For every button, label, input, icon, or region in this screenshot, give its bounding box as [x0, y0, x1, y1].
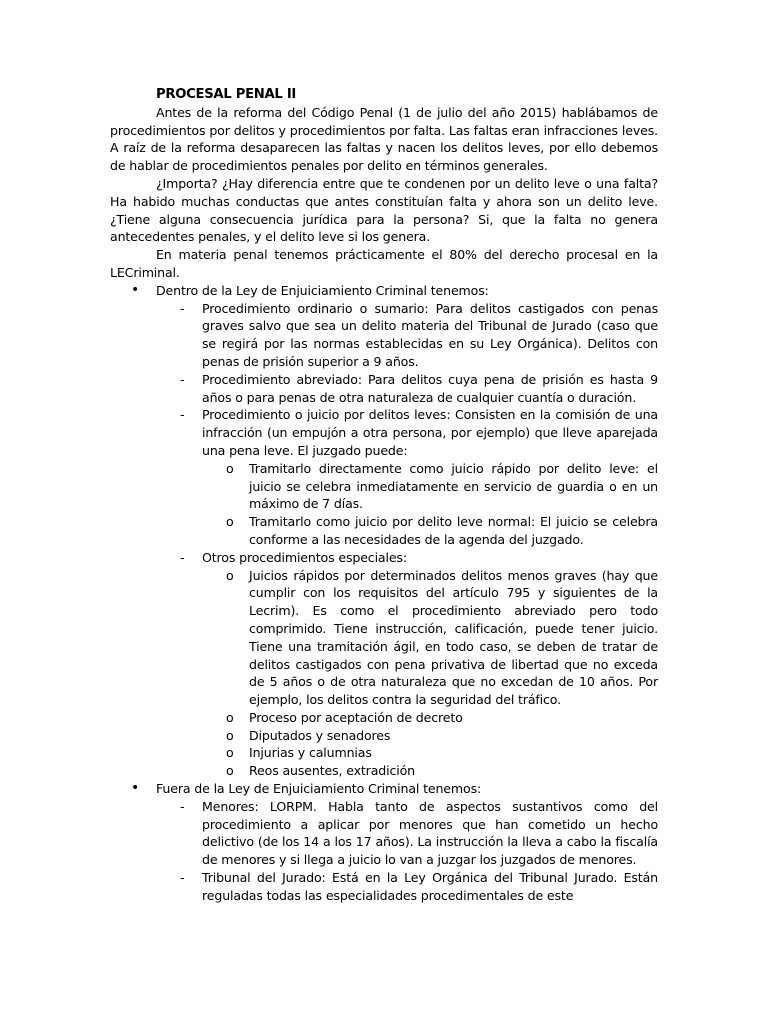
- circle-marker: o: [226, 567, 234, 583]
- bullet-item: [110, 780, 658, 798]
- dash-marker: -: [180, 407, 185, 423]
- bullet-text: Fuera de la Ley de Enjuiciamiento Criminal tenemos:: [156, 781, 482, 797]
- circle-item: [110, 513, 658, 549]
- circle-text: Juicios rápidos por determinados delitos menos graves (hay que cumplir con los requisitos del artículo 795 y siguientes de la Lecrim). Es como el procedimiento abreviado pero todo comprimido. Tiene instrucción, calificación, puede tener juicio. Tiene una tramitación ágil, en todo caso, se deben de tratar de delitos castigados con pena privativa de libertad que no exceda de 5 años o de otra naturaleza que no excedan de 10 años. Por ejemplo, los delitos contra la seguridad del tráfico.: [249, 567, 658, 708]
- document-body: [110, 86, 658, 905]
- circle-text: Proceso por aceptación de decreto: [249, 709, 463, 725]
- dash-text: Menores: LORPM. Habla tanto de aspectos sustantivos como del procedimiento a aplicar por menores que han cometido un hecho delictivo (de los 14 a los 17 años). La instrucción la lleva a cabo la fiscalía de menores y si llega a juicio lo van a juzgar los juzgados de menores.: [202, 798, 658, 868]
- page-title: PROCESAL PENAL II: [156, 87, 297, 102]
- circle-marker: o: [226, 709, 234, 725]
- circle-text: Reos ausentes, extradición: [249, 763, 415, 779]
- circle-text: Injurias y calumnias: [249, 745, 372, 761]
- circle-item: [110, 709, 658, 727]
- dash-item: [110, 300, 658, 371]
- bullet-marker: •: [131, 281, 140, 298]
- bullet-text: Dentro de la Ley de Enjuiciamiento Criminal tenemos:: [156, 282, 489, 298]
- circle-marker: o: [226, 745, 234, 761]
- dash-item: [110, 371, 658, 407]
- circle-item: [110, 744, 658, 762]
- circle-item: [110, 727, 658, 745]
- circle-text: Tramitarlo como juicio por delito leve normal: El juicio se celebra conforme a las necesidades de la agenda del juzgado.: [249, 514, 658, 547]
- circle-marker: o: [226, 460, 234, 476]
- dash-marker: -: [180, 798, 185, 814]
- dash-item: [110, 406, 658, 459]
- dash-marker: -: [180, 371, 185, 387]
- dash-text: Otros procedimientos especiales:: [202, 549, 407, 565]
- dash-item: [110, 869, 658, 905]
- circle-item: [110, 762, 658, 780]
- circle-text: Diputados y senadores: [249, 727, 391, 743]
- circle-item: [110, 460, 658, 513]
- dash-text: Tribunal del Jurado: Está en la Ley Orgánica del Tribunal Jurado. Están reguladas todas las especialidades procedimentales de este: [202, 870, 658, 903]
- circle-marker: o: [226, 727, 234, 743]
- dash-item: [110, 798, 658, 869]
- dash-item: [110, 549, 658, 567]
- dash-marker: -: [180, 300, 185, 316]
- bullet-marker: •: [131, 780, 140, 797]
- dash-marker: -: [180, 549, 185, 565]
- circle-marker: o: [226, 514, 234, 530]
- dash-marker: -: [180, 870, 185, 886]
- circle-item: [110, 567, 658, 709]
- bullet-item: [110, 282, 658, 300]
- paragraph: Antes de la reforma del Código Penal (1 de julio del año 2015) hablábamos de procedimientos por delitos y procedimientos por falta. Las faltas eran infracciones leves. A raíz de la reforma desaparecen las faltas y nacen los delitos leves, por ello debemos de hablar de procedimientos penales por delito en términos generales.: [110, 104, 658, 174]
- circle-text: Tramitarlo directamente como juicio rápido por delito leve: el juicio se celebra inmediatamente en servicio de guardia o en un máximo de 7 días.: [249, 460, 658, 512]
- paragraph: ¿Importa? ¿Hay diferencia entre que te condenen por un delito leve o una falta? Ha habido muchas conductas que antes constituían falta y ahora son un delito leve. ¿Tiene alguna consecuencia jurídica para la persona? Si, que la falta no genera antecedentes penales, y el delito leve si los genera.: [110, 175, 658, 245]
- dash-text: Procedimiento abreviado: Para delitos cuya pena de prisión es hasta 9 años o para penas de otra naturaleza de cualquier cuantía o duración.: [202, 371, 658, 405]
- dash-text: Procedimiento o juicio por delitos leves: Consisten en la comisión de una infracción (un empujón a otra persona, por ejemplo) que lleve aparejada una pena leve. El juzgado puede:: [202, 407, 658, 458]
- dash-text: Procedimiento ordinario o sumario: Para delitos castigados con penas graves salvo que sea un delito materia del Tribunal de Jurado (caso que se regirá por las normas establecidas en su Ley Orgánica). Delitos con penas de prisión superior a 9 años.: [202, 300, 658, 369]
- circle-marker: o: [226, 763, 234, 779]
- paragraph: En materia penal tenemos prácticamente el 80% del derecho procesal en la LECriminal.: [110, 247, 658, 280]
